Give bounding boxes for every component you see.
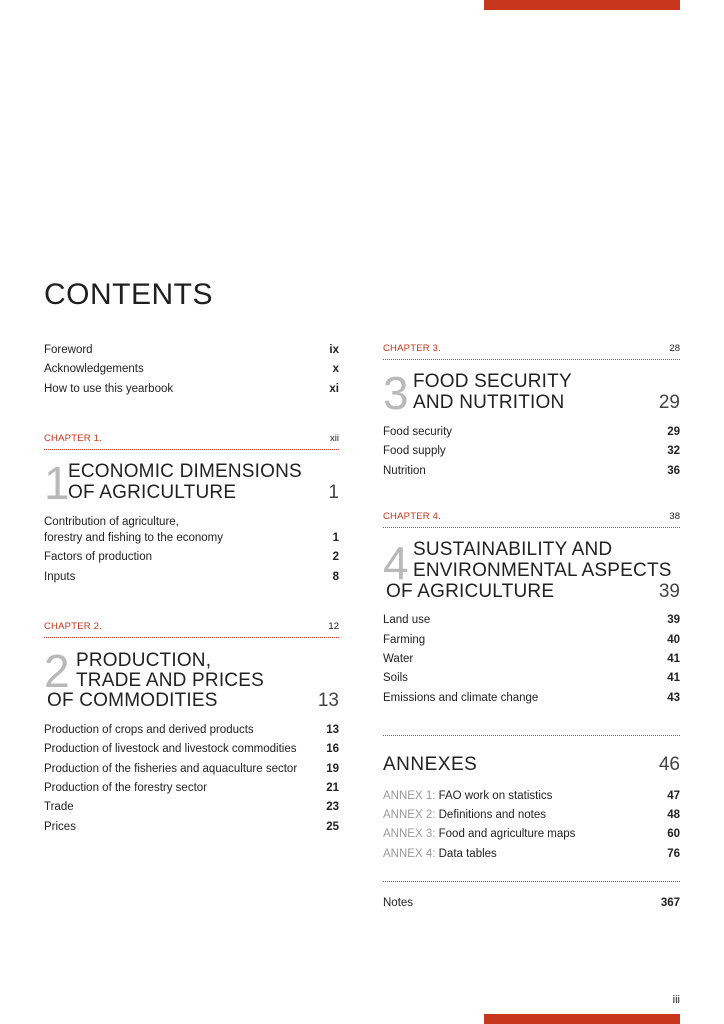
chapter-title-line[interactable]: OF AGRICULTURE	[68, 482, 237, 503]
toc-entry-prices[interactable]	[44, 820, 339, 834]
toc-entry-page: ix	[329, 344, 339, 356]
toc-entry-annex-1[interactable]	[383, 789, 680, 803]
toc-entry-farming[interactable]	[383, 633, 680, 647]
toc-entry-annex-3[interactable]	[383, 827, 680, 841]
annex-prefix: ANNEX 1:	[383, 790, 436, 802]
divider	[383, 881, 680, 882]
chapter-tag-page: 38	[669, 511, 680, 522]
toc-entry-annex-4[interactable]	[383, 847, 680, 861]
chapter-tag-page: 28	[669, 343, 680, 354]
toc-entry-label: Production of the forestry sector	[44, 782, 207, 794]
toc-entry-notes[interactable]	[383, 896, 680, 910]
annex-label: Data tables	[438, 848, 497, 860]
toc-entry-page: 41	[667, 653, 680, 665]
chapter-1-header[interactable]	[44, 433, 339, 450]
toc-entry-soils[interactable]	[383, 671, 680, 685]
toc-entry-page: 21	[326, 782, 339, 794]
toc-entry-label: Trade	[44, 801, 74, 813]
toc-entry-label: Notes	[383, 897, 414, 909]
toc-entry-contribution[interactable]	[44, 515, 339, 547]
toc-entry-page: 23	[326, 801, 339, 813]
toc-entry-page: 60	[667, 828, 680, 840]
toc-entry-label: Production of the fisheries and aquaculture sector	[44, 763, 298, 775]
annex-prefix: ANNEX 4:	[383, 848, 436, 860]
chapter-title-line[interactable]: FOOD SECURITY	[413, 371, 572, 392]
toc-entry-page: 25	[326, 821, 339, 833]
toc-entry-label: Inputs	[44, 571, 76, 583]
toc-entry-page: 39	[667, 614, 680, 626]
toc-entry-page: x	[332, 363, 339, 375]
annexes-page: 46	[658, 754, 680, 775]
toc-entry-livestock[interactable]	[44, 742, 339, 756]
chapter-title-line[interactable]: TRADE AND PRICES	[76, 670, 264, 691]
toc-entry-label: Production of crops and derived products	[44, 724, 254, 736]
toc-entry-page: xi	[329, 383, 339, 395]
toc-entry-label: Food security	[383, 426, 453, 438]
toc-entry-page: 13	[326, 724, 339, 736]
toc-entry-page: 43	[667, 692, 680, 704]
chapter-3-header[interactable]	[383, 343, 680, 360]
toc-entry-label: Prices	[44, 821, 76, 833]
toc-entry-page: 8	[332, 571, 339, 583]
chapter-title-page: 13	[317, 690, 339, 711]
toc-entry-nutrition[interactable]	[383, 464, 680, 478]
chapter-tag: CHAPTER 3.	[383, 343, 441, 354]
toc-entry-page: 48	[667, 809, 680, 821]
toc-entry-label	[383, 789, 552, 803]
chapter-title-line[interactable]: ENVIRONMENTAL ASPECTS	[413, 560, 672, 581]
toc-entry-label: Land use	[383, 614, 431, 626]
toc-entry-page: 47	[667, 790, 680, 802]
toc-entry-water[interactable]	[383, 652, 680, 666]
toc-entry-page: 76	[667, 848, 680, 860]
chapter-title-line[interactable]: OF COMMODITIES	[47, 690, 218, 711]
toc-entry-label: Contribution of agriculture,	[44, 516, 179, 528]
toc-entry-label: Acknowledgements	[44, 363, 144, 375]
annex-label: Definitions and notes	[438, 809, 547, 821]
chapter-2-header[interactable]	[44, 621, 339, 638]
toc-entry-land-use[interactable]	[383, 613, 680, 627]
toc-entry-label: Nutrition	[383, 465, 426, 477]
chapter-title-page: 29	[658, 392, 680, 413]
chapter-4-header[interactable]	[383, 511, 680, 528]
toc-entry-label: Foreword	[44, 344, 93, 356]
chapter-title-page: 39	[658, 581, 680, 602]
toc-entry-label	[383, 808, 546, 822]
chapter-tag-page: 12	[328, 621, 339, 632]
toc-entry-inputs[interactable]	[44, 570, 339, 584]
chapter-number: 2	[44, 645, 70, 697]
toc-entry-page: 19	[326, 763, 339, 775]
annex-prefix: ANNEX 2:	[383, 809, 436, 821]
chapter-tag: CHAPTER 4.	[383, 511, 441, 522]
toc-entry-label	[383, 827, 575, 841]
page-number: iii	[672, 994, 680, 1006]
toc-entry-page: 2	[332, 551, 339, 563]
toc-entry-fisheries[interactable]	[44, 762, 339, 776]
chapter-title-line[interactable]: OF AGRICULTURE	[386, 581, 555, 602]
chapter-title-page: 1	[328, 482, 339, 503]
top-accent-bar	[484, 0, 680, 10]
toc-entry-page: 367	[660, 897, 680, 909]
toc-entry-food-supply[interactable]	[383, 444, 680, 458]
annex-prefix: ANNEX 3:	[383, 828, 436, 840]
toc-entry-foreword[interactable]	[44, 343, 339, 357]
toc-entry-label: How to use this yearbook	[44, 383, 174, 395]
chapter-number: 4	[383, 537, 409, 589]
toc-entry-acknowledgements[interactable]	[44, 362, 339, 376]
toc-entry-annex-2[interactable]	[383, 808, 680, 822]
toc-entry-page: 41	[667, 672, 680, 684]
toc-entry-how-to-use[interactable]	[44, 382, 339, 396]
toc-entry-page: 40	[667, 634, 680, 646]
annexes-title[interactable]: ANNEXES	[383, 754, 478, 775]
toc-entry-label: Water	[383, 653, 414, 665]
toc-entry-label: Soils	[383, 672, 408, 684]
toc-entry-page: 1	[332, 532, 339, 544]
bottom-accent-bar	[484, 1014, 680, 1024]
toc-entry-factors[interactable]	[44, 550, 339, 564]
toc-entry-page: 36	[667, 465, 680, 477]
toc-entry-label: Farming	[383, 634, 426, 646]
toc-entry-label: Production of livestock and livestock commodities	[44, 743, 297, 755]
toc-entry-page: 32	[667, 445, 680, 457]
chapter-title-line[interactable]: PRODUCTION,	[76, 650, 212, 671]
chapter-number: 3	[383, 367, 409, 419]
toc-entry-crops[interactable]	[44, 723, 339, 737]
chapter-tag-page: xii	[330, 433, 339, 444]
annex-label: Food and agriculture maps	[438, 828, 576, 840]
chapter-title-line[interactable]: SUSTAINABILITY AND	[413, 539, 613, 560]
toc-entry-emissions[interactable]	[383, 691, 680, 705]
toc-entry-trade[interactable]	[44, 800, 339, 814]
chapter-tag: CHAPTER 1.	[44, 433, 102, 444]
annex-label: FAO work on statistics	[438, 790, 553, 802]
chapter-number: 1	[44, 457, 70, 509]
toc-entry-page: 16	[326, 743, 339, 755]
toc-entry-forestry[interactable]	[44, 781, 339, 795]
toc-entry-page: 29	[667, 426, 680, 438]
chapter-title-line[interactable]: AND NUTRITION	[413, 392, 565, 413]
chapter-tag: CHAPTER 2.	[44, 621, 102, 632]
toc-entry-label	[383, 847, 497, 861]
page-title: CONTENTS	[44, 278, 213, 311]
divider	[383, 735, 680, 736]
chapter-title-line[interactable]: ECONOMIC DIMENSIONS	[68, 461, 302, 482]
toc-entry-label: Food supply	[383, 445, 446, 457]
toc-entry-food-security[interactable]	[383, 425, 680, 439]
toc-entry-label: forestry and fishing to the economy	[44, 532, 223, 544]
toc-entry-label: Factors of production	[44, 551, 153, 563]
toc-entry-label: Emissions and climate change	[383, 692, 539, 704]
